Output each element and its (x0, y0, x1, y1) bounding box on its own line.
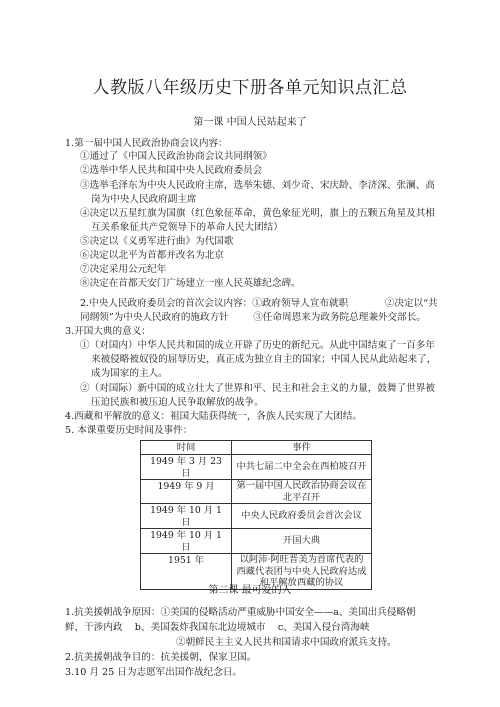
lesson2-line: 3.10 月 25 日为志愿军出国作战纪念日。 (65, 667, 243, 678)
table-row (141, 529, 372, 554)
item2-line: 同纲领”为中央人民政府的施政方针 ③任命周恩来为政务院总理兼外交部长。 (80, 312, 426, 323)
item3-title: 3.开国大典的意义： (65, 326, 151, 337)
table-cell-event (232, 455, 372, 480)
lesson1-heading: 第一课 中国人民站起来了 (193, 117, 307, 128)
table-header-row (141, 441, 372, 455)
item1-point: ⑧决定在首都天安门广场建立一座人民英雄纪念碑。 (80, 278, 301, 289)
lesson2-line: ②朝鲜民主主义人民共和国请求中国政府派兵支持。 (176, 637, 397, 648)
lesson2-heading: 第二课 最可爱的人 (208, 585, 292, 596)
item1-point-cont: 互关系象征共产党领导下的革命人民大团结） (91, 222, 283, 233)
item1-point: ⑦决定采用公元纪年 (80, 264, 167, 275)
event-text: 中共七届二中全会在西柏坡召开 (236, 461, 367, 473)
item3-point-cont: 来被侵略被奴役的屈辱历史，真正成为独立自主的国家；中国人民从此站起来了， (91, 354, 437, 365)
event-text: 中央人民政府委员会首次会议 (241, 510, 362, 522)
event-text: 西藏代表团与中央人民政府达成 (236, 565, 367, 577)
item3-point-cont: 压迫民族和被压迫人民争取解放的战争。 (91, 397, 264, 408)
events-table (140, 440, 372, 590)
lesson2-line: 2.抗美援朝战争目的：抗美援朝，保家卫国。 (65, 652, 257, 663)
document-title: 人教版八年级历史下册各单元知识点汇总 (92, 78, 408, 98)
table-row (141, 455, 372, 480)
event-text: 开国大典 (282, 535, 321, 547)
item1-point: ⑥决定以北平为首都并改名为北京 (80, 250, 224, 261)
item1-title: 1.第一届中国人民政治协商会议内容： (65, 138, 228, 149)
item3-point-cont: 成为国家的主人。 (91, 368, 168, 379)
table-row (141, 480, 372, 504)
table-cell-event (232, 529, 372, 554)
event-text: 和平解放西藏的协议 (259, 577, 344, 588)
table-cell-date: 1949 年 10 月 1 日 (141, 504, 232, 529)
table-cell-date: 1949 年 9 月 (141, 480, 232, 504)
item1-point: ⑤决定以《义勇军进行曲》为代国歌 (80, 236, 234, 247)
item1-point: ④决定以五星红旗为国旗（红色象征革命，黄色象征光明，旗上的五颗五角星及其相 (80, 208, 435, 219)
event-text: 以阿沛·阿旺晋美为首席代表的 (239, 554, 364, 565)
item3-point: ①（对国内）中华人民共和国的成立开辟了历史的新纪元。从此中国结束了一百多年 (80, 340, 435, 351)
item1-point: ①通过了《中国人民政治协商会议共同纲领》 (80, 151, 272, 162)
table-header: 时间 (141, 441, 232, 455)
item1-point: ③选举毛泽东为中央人民政府主席，选举朱德、刘少奇、宋庆龄、李济深、张澜、高 (80, 180, 435, 191)
table-cell-event (232, 480, 372, 504)
table-cell-date: 1951 年 (141, 554, 232, 590)
lesson2-line: 鲜，干涉内政 b、美国轰炸我国东北边境城市 c、美国入侵台湾海峡 (65, 622, 370, 633)
table-cell-date: 1949 年 10 月 1 日 (141, 529, 232, 554)
event-text: 第一届中国人民政治协商会议在 (236, 480, 367, 491)
item1-point-cont: 岗为中央人民政府副主席 (91, 194, 197, 205)
item1-point: ②选举中华人民共和国中央人民政府委员会 (80, 165, 263, 176)
table-row (141, 504, 372, 529)
item3-point: ②（对国际）新中国的成立壮大了世界和平、民主和社会主义的力量，鼓舞了世界被 (80, 383, 435, 394)
item5-line: 5. 本课重要历史时间及事件： (65, 425, 193, 436)
table-cell-event (232, 504, 372, 529)
item2-line: 2.中央人民政府委员会的首次会议内容：①政府领导人宣布就职 ②决定以“共 (80, 298, 438, 309)
event-text: 北平召开 (282, 491, 321, 503)
item4-line: 4.西藏和平解放的意义：祖国大陆获得统一，各族人民实现了大团结。 (65, 411, 362, 422)
lesson2-line: 1.抗美援朝战争原因：①美国的侵略活动严重威胁中国安全——a、美国出兵侵略朝 (65, 607, 416, 618)
table-cell-date: 1949 年 3 月 23 日 (141, 455, 232, 480)
table-header: 事件 (232, 441, 372, 455)
